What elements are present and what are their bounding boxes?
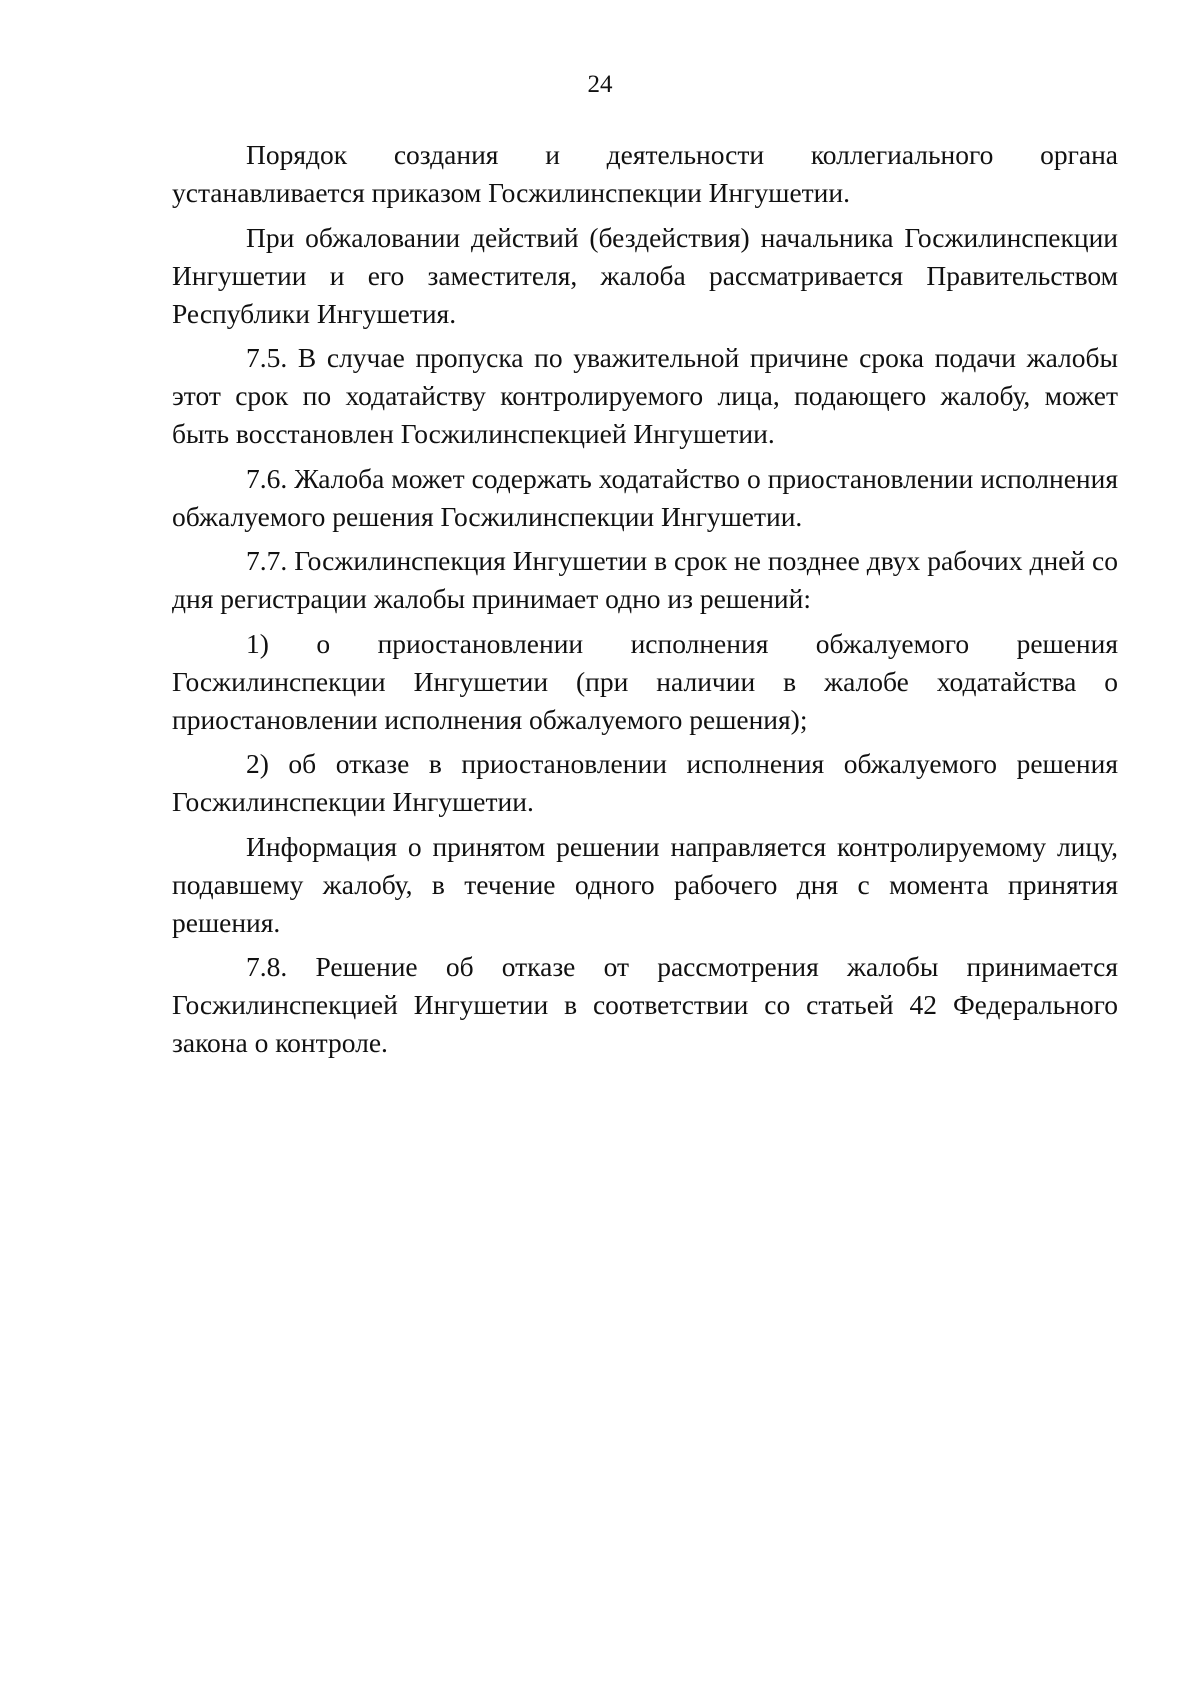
paragraph-7-6: 7.6. Жалоба может содержать ходатайство о приостановлении исполнения обжалуемого решения Госжилинспекции Ингушетии.: [172, 462, 1118, 532]
paragraph-7-7: 7.7. Госжилинспекция Ингушетии в срок не позднее двух рабочих дней со дня регистрации жалобы принимает одно из решений:: [172, 545, 1118, 614]
paragraph-7-8: 7.8. Решение об отказе от рассмотрения жалобы принимается Госжилинспекцией Ингушетии в соответствии со статьей 42 Федерального закона о контроле.: [172, 951, 1118, 1058]
paragraph-collegial-body: Порядок создания и деятельности коллегиального органа устанавливается приказом Госжилинспекции Ингушетии.: [172, 139, 1118, 208]
paragraph-7-5: 7.5. В случае пропуска по уважительной причине срока подачи жалобы этот срок по ходатайству контролируемого лица, подающего жалобу, может быть восстановлен Госжилинспекцией Ингушетии.: [172, 342, 1118, 449]
list-item-1: 1) о приостановлении исполнения обжалуемого решения Госжилинспекции Ингушетии (при наличии в жалобе ходатайства о приостановлении исполнения обжалуемого решения);: [172, 627, 1118, 735]
page-number: 24: [587, 71, 613, 98]
document-body: [172, 136, 1118, 1069]
paragraph-appeal-head: При обжаловании действий (бездействия) начальника Госжилинспекции Ингушетии и его заместителя, жалоба рассматривается Правительством Республики Ингушетия.: [172, 221, 1118, 329]
list-item-2: 2) об отказе в приостановлении исполнения обжалуемого решения Госжилинспекции Ингушетии.: [172, 748, 1118, 817]
paragraph-decision-info: Информация о принятом решении направляется контролируемому лицу, подавшему жалобу, в течение одного рабочего дня с момента принятия решения.: [172, 830, 1118, 938]
